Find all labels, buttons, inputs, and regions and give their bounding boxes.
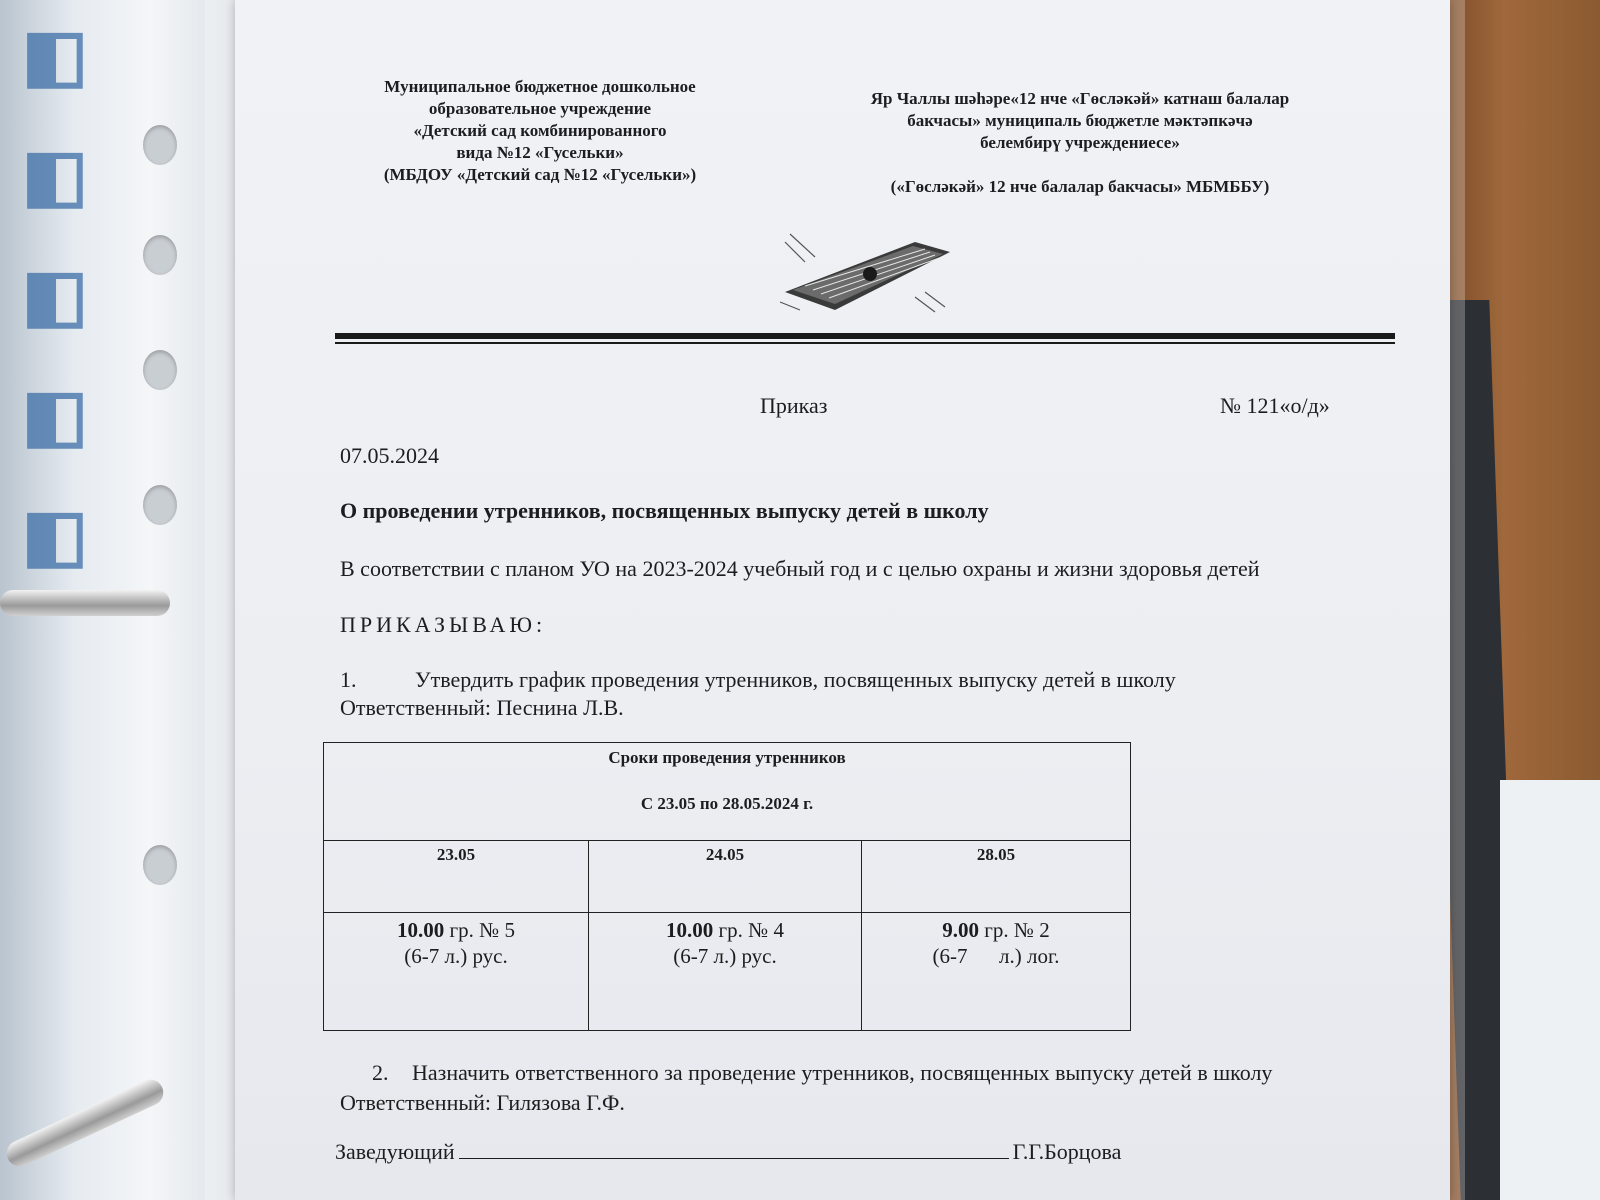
- header-left-line: (МБДОУ «Детский сад №12 «Гусельки»): [383, 165, 697, 184]
- binder-logo-icon: ◧: [21, 376, 89, 454]
- punch-hole: [143, 125, 177, 165]
- header-right-line: бакчасы» муниципаль бюджетле мәктәпкәчә: [907, 111, 1253, 130]
- order-document: [235, 0, 1450, 1200]
- order-item: [340, 1058, 1272, 1118]
- header-divider-thin: [335, 342, 1395, 344]
- header-right: [815, 88, 1345, 198]
- slot-group: гр. № 2: [979, 918, 1050, 942]
- order-date: 07.05.2024: [340, 443, 439, 468]
- header-right-line: Яр Чаллы шәһәре«12 нче «Гөсләкәй» катнаш балалар: [870, 89, 1290, 108]
- item-number: 2.: [372, 1060, 389, 1085]
- slot-details: (6-7 л.) лог.: [932, 944, 1060, 968]
- header-left-line: Муниципальное бюджетное дошкольное: [384, 77, 696, 96]
- binder-logo-icon: ◧: [21, 136, 89, 214]
- signature-role: Заведующий: [335, 1139, 455, 1164]
- header-left-line: «Детский сад комбинированного: [413, 121, 667, 140]
- slot-group: гр. № 5: [444, 918, 515, 942]
- slot-group: гр. № 4: [713, 918, 784, 942]
- schedule-date-cell: 23.05: [324, 841, 589, 913]
- punch-hole: [143, 845, 177, 885]
- item-responsible: Ответственный: Гилязова Г.Ф.: [340, 1090, 625, 1115]
- punch-hole: [143, 350, 177, 390]
- item-responsible: Ответственный: Песнина Л.В.: [340, 695, 624, 720]
- header-divider: [335, 333, 1395, 339]
- punch-hole: [143, 485, 177, 525]
- schedule-title: Сроки проведения утренников: [608, 748, 846, 767]
- schedule-slot-cell: [589, 913, 862, 1031]
- schedule-table: [323, 742, 1131, 1031]
- header-left-line: вида №12 «Гусельки»: [456, 143, 624, 162]
- binder-logo-icon: ◧: [21, 16, 89, 94]
- header-right-abbreviation: («Гөсләкәй» 12 нче балалар бакчасы» МБМББУ): [890, 177, 1270, 196]
- slot-time: 10.00: [666, 918, 714, 942]
- second-sheet: [1500, 780, 1600, 1200]
- schedule-date-cell: 24.05: [589, 841, 862, 913]
- signature-name: Г.Г.Борцова: [1012, 1139, 1122, 1164]
- punch-hole: [143, 235, 177, 275]
- schedule-date-cell: 28.05: [862, 841, 1131, 913]
- order-item: [340, 666, 1176, 722]
- schedule-header: [324, 743, 1131, 841]
- schedule-slot-cell: [862, 913, 1131, 1031]
- order-subject: О проведении утренников, посвященных выпуску детей в школу: [340, 498, 989, 523]
- binder-ring: [2, 1075, 167, 1170]
- binder-logo-icon: ◧: [21, 256, 89, 334]
- binder-ring: [0, 590, 170, 616]
- schedule-period: С 23.05 по 28.05.2024 г.: [640, 794, 814, 813]
- header-left-line: образовательное учреждение: [428, 99, 652, 118]
- item-number: 1.: [340, 667, 357, 692]
- slot-details: (6-7 л.) рус.: [673, 944, 777, 968]
- signature-line: [335, 1138, 1121, 1165]
- order-basis: В соответствии с планом УО на 2023-2024 учебный год и с целью охраны и жизни здоровья детей: [340, 556, 1260, 581]
- gusli-emblem-icon: [775, 222, 955, 314]
- item-text: Назначить ответственного за проведение утренников, посвященных выпуску детей в школу: [412, 1060, 1273, 1085]
- binder-logo-icon: ◧: [21, 496, 89, 574]
- order-decree: ПРИКАЗЫВАЮ:: [340, 612, 547, 637]
- slot-time: 9.00: [942, 918, 980, 942]
- schedule-slot-cell: [324, 913, 589, 1031]
- slot-details: (6-7 л.) рус.: [404, 944, 508, 968]
- header-right-line: белембирү учреждениесе»: [980, 133, 1180, 152]
- signature-blank: [459, 1138, 1009, 1159]
- header-left: [335, 76, 745, 186]
- order-title: Приказ: [760, 393, 828, 418]
- item-text: Утвердить график проведения утренников, посвященных выпуску детей в школу: [415, 667, 1176, 692]
- order-number: № 121«о/д»: [1220, 393, 1330, 418]
- slot-time: 10.00: [397, 918, 445, 942]
